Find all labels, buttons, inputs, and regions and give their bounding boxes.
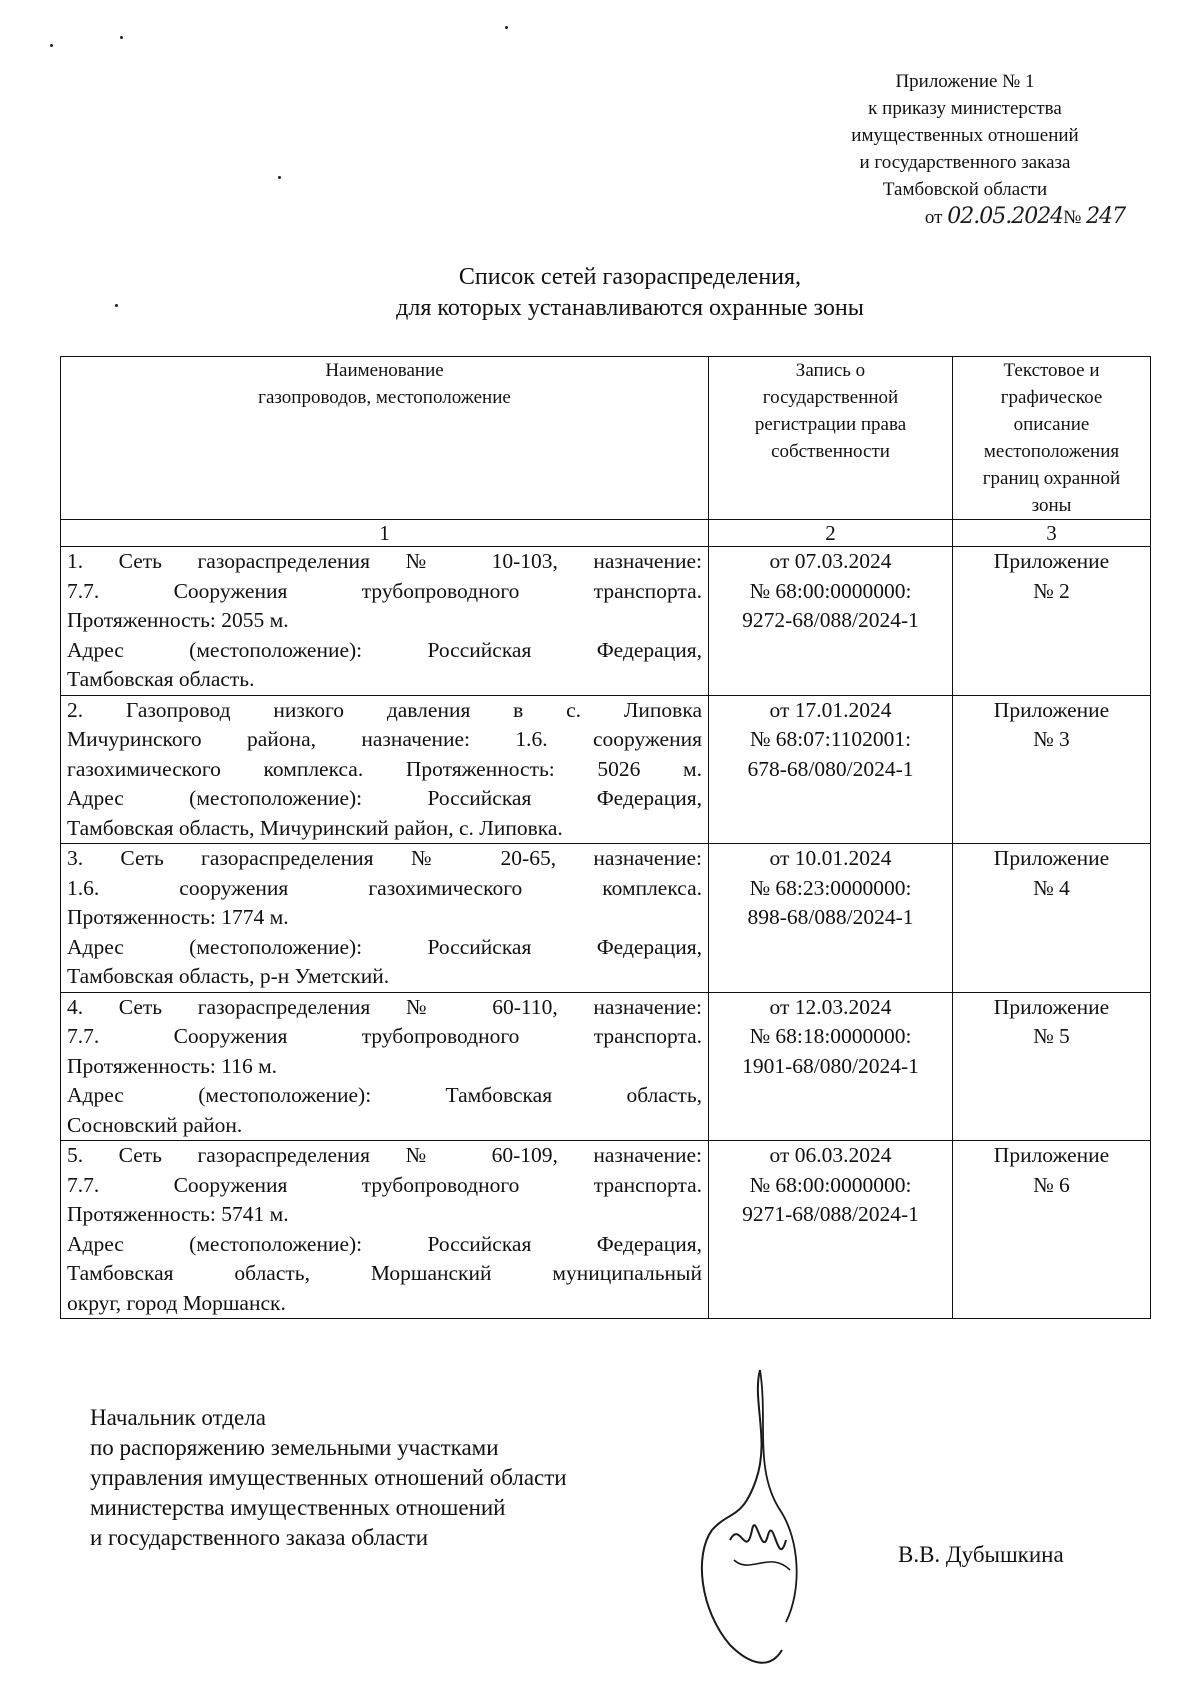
description-line: округ, город Моршанск. (67, 1290, 286, 1315)
position-line: министерства имущественных отношений (90, 1495, 506, 1520)
description-line: Адрес (местоположение): Тамбовская область, (67, 1083, 702, 1107)
description-line: 1.6. сооружения газохимического комплекса. (67, 875, 702, 900)
registration-number: № 68:07:1102001: (749, 727, 912, 751)
appendix-number: № 4 (1033, 875, 1070, 900)
table-header-row (61, 357, 1151, 520)
appendix-label: Приложение (993, 697, 1110, 722)
header-text: государственной (762, 387, 899, 408)
appendix-label: Приложение (993, 994, 1110, 1019)
registration-number: № 68:23:0000000: (749, 875, 912, 900)
description-line: Адрес (местоположение): Российская Федерация, (67, 934, 702, 959)
header-text: местоположения (983, 441, 1120, 462)
description-line: 1. Сеть газораспределения № 10-103, назначение: (67, 549, 702, 573)
table-row (61, 992, 1151, 1141)
scan-speck (505, 26, 508, 29)
header-text: газопроводов, местоположение (258, 387, 511, 408)
header-name-location (61, 357, 709, 520)
description-line: Протяженность: 116 м. (67, 1053, 278, 1078)
signatory-name: В.В. Дубышкина (898, 1542, 1064, 1567)
description-line: 5. Сеть газораспределения № 60-109, назначение: (67, 1143, 702, 1167)
handwritten-date: 02.05.2024 (947, 204, 1064, 229)
description-line: 7.7. Сооружения трубопроводного транспорта. (67, 578, 702, 603)
header-text: собственности (771, 441, 890, 462)
registration-date: от 10.01.2024 (769, 846, 892, 870)
table-row (61, 1141, 1151, 1319)
column-number: 3 (953, 520, 1151, 547)
registration-record (709, 992, 953, 1141)
header-line: имущественных отношений (851, 125, 1079, 146)
description-line: Тамбовская область, Моршанский муниципальный (67, 1261, 702, 1285)
table-row (61, 547, 1151, 696)
header-text: границ охранной (982, 468, 1121, 489)
appendix-reference (953, 547, 1151, 696)
appendix-reference (953, 1141, 1151, 1319)
order-date-line (780, 203, 1150, 231)
description-line: газохимического комплекса. Протяженность: 5026 м. (67, 756, 702, 781)
registration-number: № 68:18:0000000: (749, 1024, 912, 1048)
signatory-position (90, 1403, 730, 1553)
registration-number: 9272-68/088/2024-1 (742, 608, 919, 632)
header-text: графическое (1000, 387, 1103, 408)
registration-record (709, 695, 953, 844)
column-number: 1 (61, 520, 709, 547)
description-line: Мичуринского района, назначение: 1.6. сооружения (67, 727, 702, 751)
description-line: Тамбовская область. (67, 667, 255, 691)
header-text: Запись о (795, 360, 866, 381)
header-registration (709, 357, 953, 520)
registration-number: 898-68/088/2024-1 (747, 905, 914, 929)
description-line: Тамбовская область, р-н Уметский. (67, 964, 390, 988)
column-number-row (61, 520, 1151, 547)
header-line: и государственного заказа (859, 152, 1071, 173)
appendix-reference (953, 992, 1151, 1141)
title-line-1: Список сетей газораспределения, (458, 264, 802, 290)
registration-number: № 68:00:0000000: (749, 578, 912, 603)
table-row (61, 844, 1151, 993)
appendix-reference (953, 695, 1151, 844)
appendix-label: Приложение (993, 846, 1110, 870)
registration-number: 1901-68/080/2024-1 (742, 1053, 919, 1078)
header-text: описание (1013, 414, 1090, 435)
handwritten-signature (690, 1360, 830, 1680)
appendix-label: Приложение (993, 549, 1110, 573)
registration-date: от 17.01.2024 (769, 697, 892, 722)
number-prefix: № (1063, 207, 1082, 228)
registration-date: от 12.03.2024 (769, 994, 892, 1019)
appendix-number: № 2 (1033, 578, 1070, 603)
column-number: 2 (709, 520, 953, 547)
appendix-number: № 6 (1033, 1172, 1070, 1197)
header-line: Тамбовской области (882, 179, 1048, 200)
description-line: 2. Газопровод низкого давления в с. Липовка (67, 697, 702, 722)
scan-speck (120, 36, 123, 39)
position-line: управления имущественных отношений области (90, 1465, 567, 1490)
registration-date: от 06.03.2024 (769, 1143, 892, 1167)
gas-networks-table (60, 356, 1151, 1319)
appendix-reference (953, 844, 1151, 993)
scan-speck (115, 304, 118, 307)
description-line: 7.7. Сооружения трубопроводного транспорта. (67, 1024, 702, 1048)
description-line: Адрес (местоположение): Российская Федерация, (67, 637, 702, 662)
registration-number: № 68:00:0000000: (749, 1172, 912, 1197)
scan-speck (278, 176, 281, 179)
table-row (61, 695, 1151, 844)
position-line: по распоряжению земельными участками (90, 1435, 499, 1460)
description-line: Тамбовская область, Мичуринский район, с. Липовка. (67, 815, 563, 840)
registration-record (709, 1141, 953, 1319)
header-line: Приложение № 1 (895, 71, 1035, 92)
title-line-2: для которых устанавливаются охранные зоны (396, 295, 864, 321)
description-line: Протяженность: 5741 м. (67, 1202, 289, 1226)
description-line: 7.7. Сооружения трубопроводного транспорта. (67, 1172, 702, 1197)
registration-date: от 07.03.2024 (769, 549, 892, 573)
registration-number: 678-68/080/2024-1 (747, 756, 914, 781)
header-line: к приказу министерства (868, 98, 1062, 119)
description-line: 4. Сеть газораспределения № 60-110, назначение: (67, 994, 702, 1019)
position-line: и государственного заказа области (90, 1525, 429, 1550)
date-prefix: от (924, 207, 943, 228)
network-description (61, 992, 709, 1141)
network-description (61, 547, 709, 696)
registration-number: 9271-68/088/2024-1 (742, 1202, 919, 1226)
appendix-label: Приложение (993, 1143, 1110, 1167)
handwritten-number: 247 (1086, 204, 1126, 229)
description-line: Адрес (местоположение): Российская Федерация, (67, 1231, 702, 1256)
registration-record (709, 844, 953, 993)
network-description (61, 1141, 709, 1319)
header-zone-description (953, 357, 1151, 520)
description-line: Протяженность: 1774 м. (67, 905, 289, 929)
header-text: Наименование (325, 360, 444, 381)
description-line: Сосновский район. (67, 1112, 243, 1137)
appendix-number: № 5 (1033, 1024, 1070, 1048)
registration-record (709, 547, 953, 696)
attachment-header (780, 68, 1150, 231)
network-description (61, 695, 709, 844)
header-text: зоны (1031, 495, 1072, 516)
appendix-number: № 3 (1033, 727, 1070, 751)
description-line: Протяженность: 2055 м. (67, 608, 289, 632)
description-line: 3. Сеть газораспределения № 20-65, назначение: (67, 846, 702, 870)
description-line: Адрес (местоположение): Российская Федерация, (67, 786, 702, 810)
scan-speck (50, 44, 53, 47)
document-title (250, 262, 1010, 324)
network-description (61, 844, 709, 993)
position-line: Начальник отдела (90, 1405, 266, 1430)
header-text: Текстовое и (1003, 360, 1100, 381)
header-text: регистрации права (754, 414, 907, 435)
